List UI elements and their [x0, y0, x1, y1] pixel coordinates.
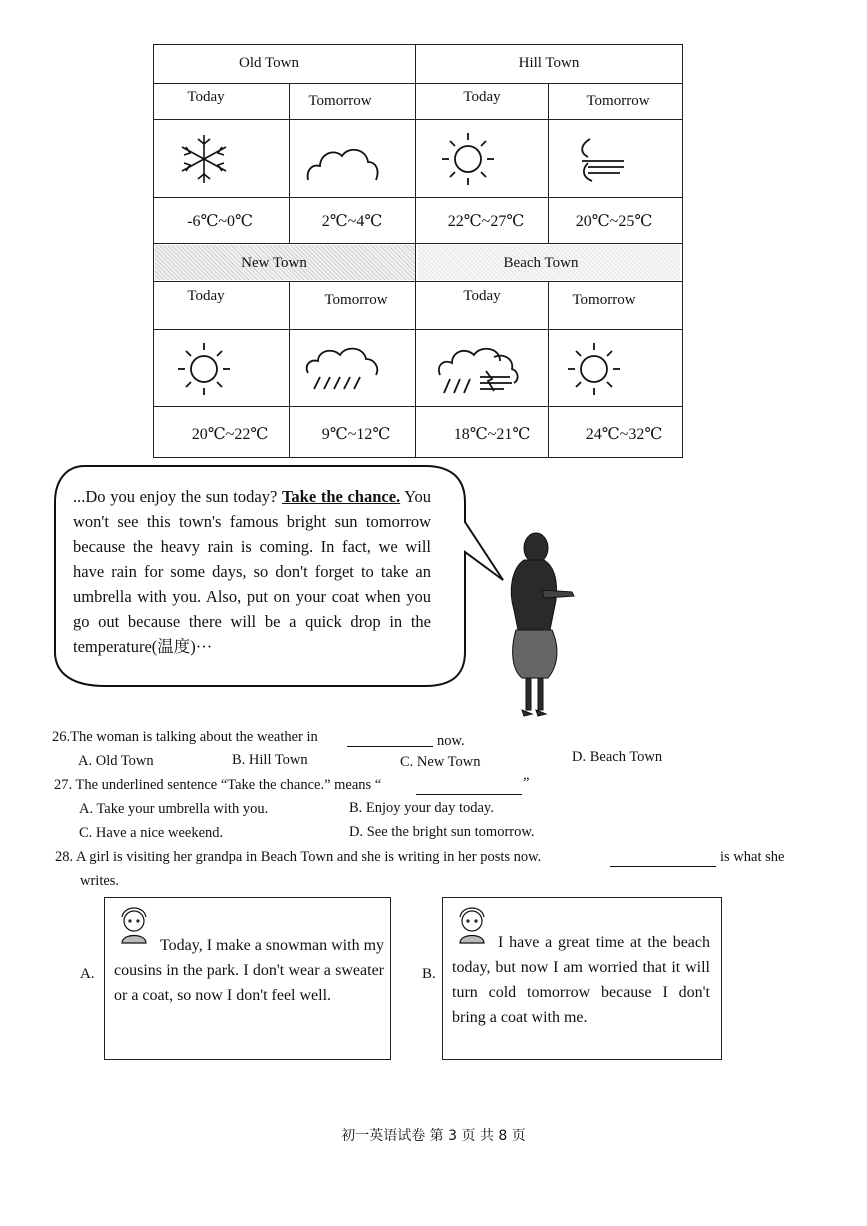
temperature: 20℃~22℃ [191, 426, 269, 443]
question-28-line2: writes. [80, 873, 120, 889]
temperature: -6℃~0℃ [187, 213, 253, 230]
answer-blank [416, 794, 522, 795]
question-28-tail: is what she [720, 849, 785, 865]
town-name-new: New Town [241, 255, 307, 271]
temperature: 20℃~25℃ [575, 213, 653, 230]
town-name-old: Old Town [239, 55, 299, 71]
question-27-stem: 27. The underlined sentence “Take the chance.” means “ [54, 777, 382, 793]
speech-text [73, 484, 431, 659]
day-label: Today [463, 288, 501, 304]
town-name-beach: Beach Town [503, 255, 579, 271]
cloud-icon [304, 140, 384, 184]
day-label: Tomorrow [586, 93, 650, 109]
question-27-tail: ” [523, 775, 530, 791]
day-label: Tomorrow [572, 292, 636, 308]
post-text-a: Today, I make a snowman with my cousins in the park. I don't wear a sweater or a coat, so now I don't feel well. [114, 937, 385, 1004]
temperature: 24℃~32℃ [585, 426, 663, 443]
temperature: 18℃~21℃ [453, 426, 531, 443]
woman-illustration [498, 530, 578, 718]
storm-cloud-icon [434, 343, 524, 399]
day-label: Today [187, 288, 225, 304]
temperature: 2℃~4℃ [321, 213, 383, 230]
option-27-a: A. Take your umbrella with you. [79, 801, 269, 817]
post-text-b: I have a great time at the beach today, but now I am worried that it will turn cold tomorrow because I don't bring a coat with me. [452, 934, 710, 1026]
day-label: Tomorrow [308, 93, 372, 109]
option-27-c: C. Have a nice weekend. [79, 825, 224, 841]
sun-icon [174, 341, 234, 397]
day-label: Tomorrow [324, 292, 388, 308]
answer-blank [347, 746, 433, 747]
day-label: Today [463, 89, 501, 105]
temperature: 22℃~27℃ [447, 213, 525, 230]
speech-line: ...Do you enjoy the sun today? [73, 487, 282, 506]
option-27-d: D. See the bright sun tomorrow. [349, 824, 535, 840]
temperature: 9℃~12℃ [321, 426, 391, 443]
option-26-c: C. New Town [400, 754, 481, 770]
snowflake-icon [176, 133, 232, 185]
town-name-hill: Hill Town [518, 55, 580, 71]
option-28-a-label: A. [80, 966, 95, 982]
option-27-b: B. Enjoy your day today. [349, 800, 494, 816]
option-26-b: B. Hill Town [232, 752, 308, 768]
day-label: Today [187, 89, 225, 105]
underlined-sentence: Take the chance. [281, 487, 401, 506]
wind-icon [574, 135, 630, 187]
sun-icon [438, 131, 498, 187]
rain-cloud-icon [302, 343, 384, 395]
answer-blank [610, 866, 716, 867]
option-26-a: A. Old Town [78, 753, 154, 769]
speech-line: You won't see this town's famous bright sun tomorrow because the heavy rain is coming. In fact, we will have rain for some days, so don't forget to take an umbrella with you. Also, put on your coat when you go out because there will be a quick drop in the temperature(温度)··· [73, 487, 431, 656]
question-28-stem: 28. A girl is visiting her grandpa in Beach Town and she is writing in her posts now. [55, 849, 542, 865]
option-26-d: D. Beach Town [572, 749, 663, 765]
weather-table [153, 44, 683, 458]
question-26-stem: 26.The woman is talking about the weather in [52, 729, 318, 745]
page-footer: 初一英语试卷 第 3 页 共 8 页 [341, 1128, 526, 1144]
sun-icon [564, 341, 624, 397]
option-28-b-label: B. [422, 966, 436, 982]
question-26-tail: now. [437, 733, 465, 749]
